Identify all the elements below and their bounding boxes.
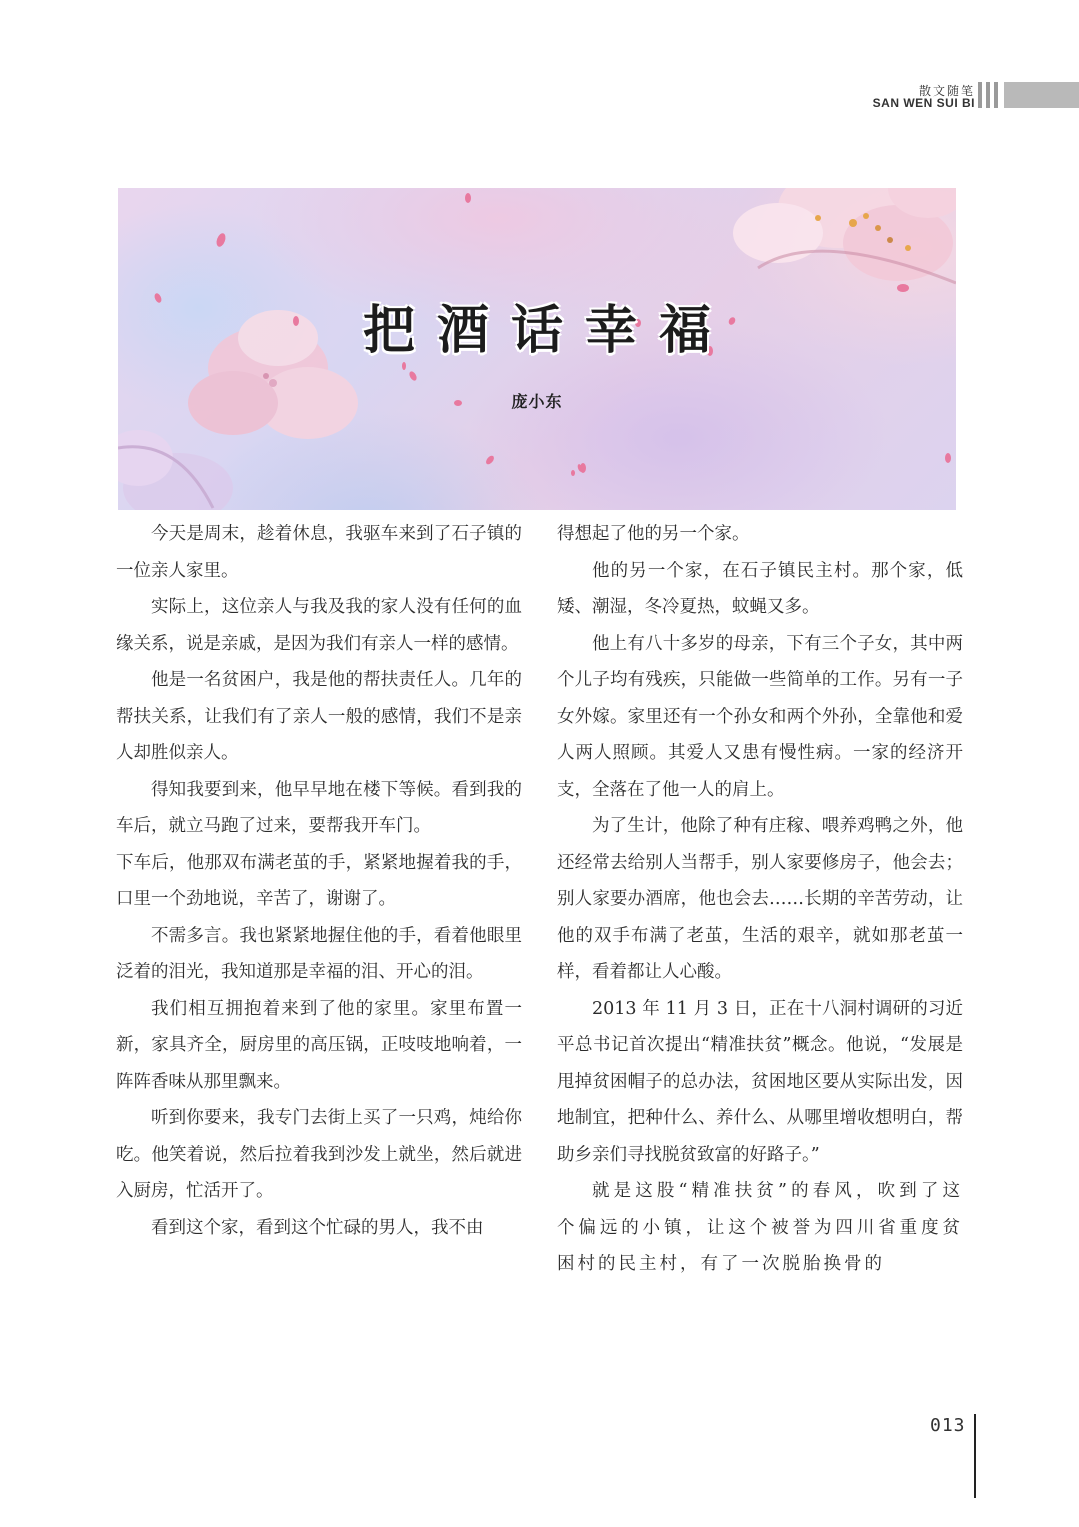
left-text-column (116, 516, 522, 1246)
article-title: 把酒话幸福 (362, 301, 733, 361)
paragraph: 实际上，这位亲人与我及我的家人没有任何的血缘关系，说是亲戚，是因为我们有亲人一样的感情。 (116, 597, 522, 654)
paragraph: 他上有八十多岁的母亲，下有三个子女，其中两个儿子均有残疾，只能做一些简单的工作。另有一子女外嫁。家里还有一个孙女和两个外孙，全靠他和爱人两人照顾。其爱人又患有慢性病。一家的经济开支，全落在了他一人的肩上。 (557, 633, 963, 800)
paragraph: 他的另一个家，在石子镇民主村。那个家，低矮、潮湿，冬冷夏热，蚊蝇又多。 (557, 560, 963, 617)
section-name-cn: 散文随笔 (918, 84, 975, 98)
title-banner-image (118, 188, 956, 510)
page-number-rule (974, 1414, 976, 1498)
paragraph: 下车后，他那双布满老茧的手，紧紧地握着我的手，口里一个劲地说，辛苦了，谢谢了。 (116, 852, 522, 909)
paragraph: 得想起了他的另一个家。 (557, 524, 750, 544)
section-name-en: SAN WEN SUI BI (872, 96, 975, 110)
paragraph: 得知我要到来，他早早地在楼下等候。看到我的车后，就立马跑了过来，要帮我开车门。 (116, 779, 522, 836)
paragraph: 今天是周末，趁着休息，我驱车来到了石子镇的一位亲人家里。 (116, 524, 522, 581)
paragraph: 就是这股“精准扶贫”的春风，吹到了这个偏远的小镇，让这个被誉为四川省重度贫困村的民主村，有了一次脱胎换骨的 (557, 1181, 963, 1274)
header-decoration-bars (978, 82, 1079, 108)
paragraph: 听到你要来，我专门去街上买了一只鸡，炖给你吃。他笑着说，然后拉着我到沙发上就坐，然后就进入厨房，忙活开了。 (116, 1108, 522, 1201)
author-name: 庞小东 (511, 392, 563, 411)
paragraph: 2013 年 11 月 3 日，正在十八洞村调研的习近平总书记首次提出“精准扶贫”概念。他说，“发展是甩掉贫困帽子的总办法，贫困地区要从实际出发，因地制宜，把种什么、养什么、从哪里增收想明白，帮助乡亲们寻找脱贫致富的好路子。” (557, 998, 963, 1165)
paragraph: 他是一名贫困户，我是他的帮扶责任人。几年的帮扶关系，让我们有了亲人一般的感情，我们不是亲人却胜似亲人。 (116, 670, 522, 763)
paragraph: 不需多言。我也紧紧地握住他的手，看着他眼里泛着的泪光，我知道那是幸福的泪、开心的泪。 (116, 925, 522, 982)
paragraph: 看到这个家，看到这个忙碌的男人，我不由 (151, 1217, 484, 1238)
right-text-column (557, 516, 963, 1283)
page-number: 013 (930, 1415, 966, 1436)
paragraph: 我们相互拥抱着来到了他的家里。家里布置一新，家具齐全，厨房里的高压锅，正吱吱地响着，一阵阵香味从那里飘来。 (116, 998, 522, 1092)
paragraph: 为了生计，他除了种有庄稼、喂养鸡鸭之外，他还经常去给别人当帮手，别人家要修房子，他会去；别人家要办酒席，他也会去……长期的辛苦劳动，让他的双手布满了老茧，生活的艰辛，就如那老茧一样，看着都让人心酸。 (557, 816, 963, 982)
